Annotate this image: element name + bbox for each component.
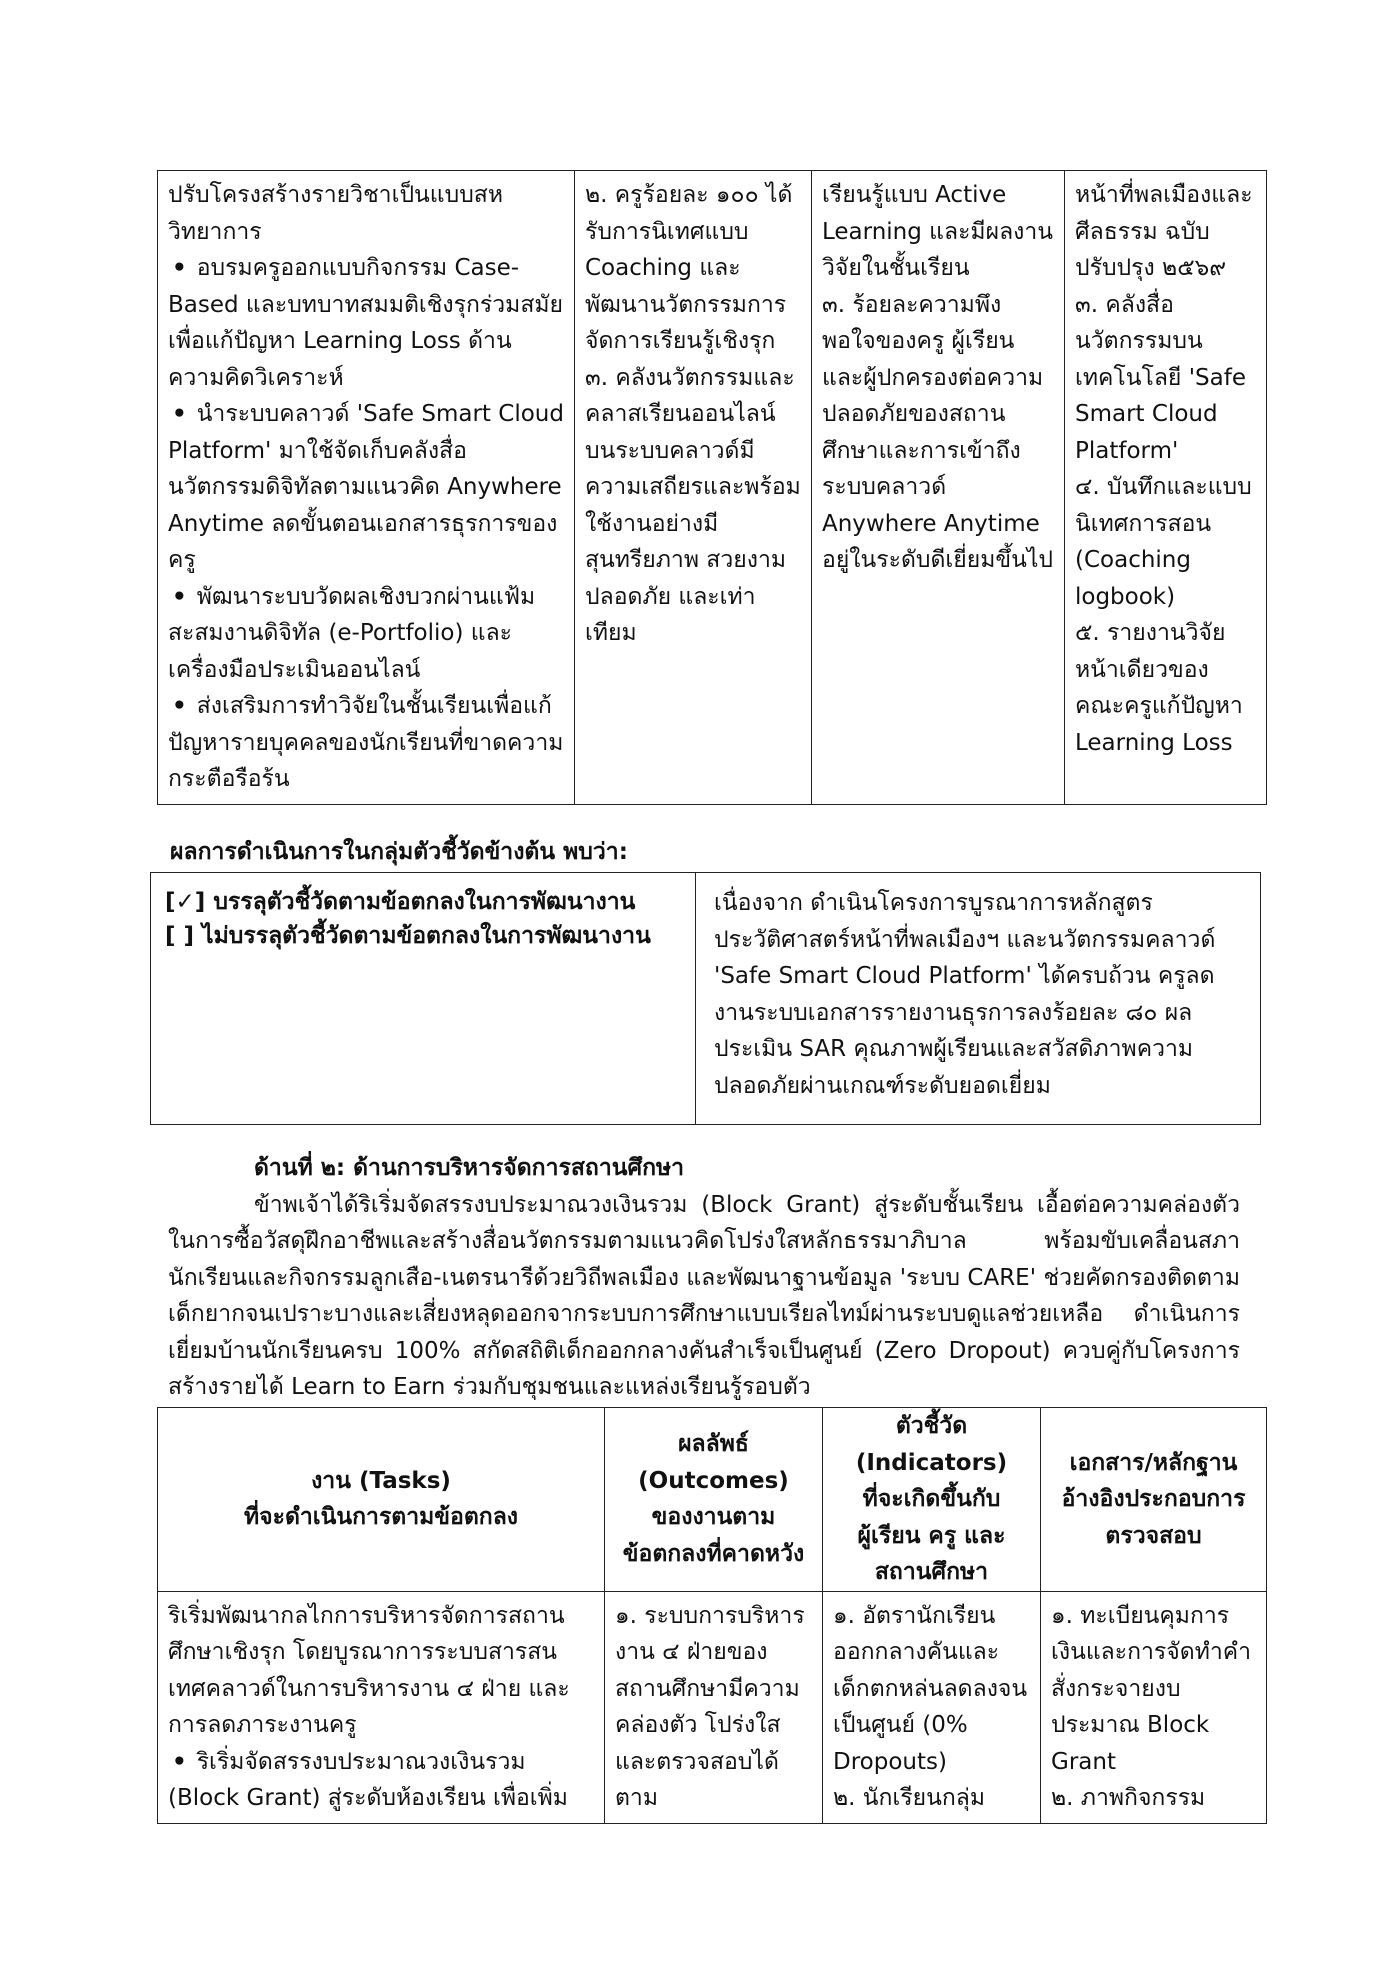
cell-line: ๑. ระบบการบริหารงาน ๔ ฝ่ายของสถานศึกษามีความคล่องตัว โปร่งใส และตรวจสอบได้ตาม	[615, 1602, 805, 1811]
header-indicators	[823, 1408, 1041, 1592]
section-2	[168, 1150, 1240, 1406]
option-not-achieved[interactable]	[165, 919, 681, 953]
evidence-cell	[1065, 171, 1267, 805]
cell-line: ๑. อัตรานักเรียนออกกลางคันและเด็กตกหล่นลดลงจนเป็นศูนย์ (0% Dropouts)	[833, 1602, 1028, 1775]
cell-line: ๒. นักเรียนกลุ่ม	[833, 1785, 986, 1811]
tasks-cell	[158, 1591, 605, 1823]
bullet-item: • อบรมครูออกแบบกิจกรรม Case-Based และบทบาทสมมติเชิงรุกร่วมสมัย เพื่อแก้ปัญหา Learning Loss ด้านความคิดวิเคราะห์	[168, 250, 564, 396]
option-achieved-label: บรรลุตัวชี้วัดตามข้อตกลงในการพัฒนางาน	[213, 889, 636, 915]
cell-line: ๕. รายงานวิจัยหน้าเดียวของคณะครูแก้ปัญหา Learning Loss	[1075, 620, 1243, 756]
section-2-table	[157, 1407, 1267, 1824]
option-not-achieved-label: ไม่บรรลุตัวชี้วัดตามข้อตกลงในการพัฒนางาน	[202, 923, 651, 949]
header-outcomes	[605, 1408, 823, 1592]
header-line: อ้างอิงประกอบการ	[1061, 1486, 1246, 1512]
cell-line: ๔. บันทึกและแบบนิเทศการสอน (Coaching logbook)	[1075, 474, 1252, 610]
cell-line: ๓. ร้อยละความพึงพอใจของครู ผู้เรียน และผู้ปกครองต่อความปลอดภัยของสถานศึกษาและการเข้าถึงระบบคลาวด์ Anywhere Anytime อยู่ในระดับดีเยี่ยมขึ้นไป	[822, 291, 1054, 573]
cell-line: หน้าที่พลเมืองและศีลธรรม ฉบับปรับปรุง ๒๕๖๙	[1075, 182, 1253, 281]
header-line: (Indicators)	[855, 1449, 1008, 1476]
header-line: ตัวชี้วัด	[895, 1413, 968, 1439]
header-line: ที่จะเกิดขึ้นกับ	[862, 1486, 1001, 1512]
header-line: (Outcomes)	[638, 1467, 789, 1494]
cell-line: ๓. คลังสื่อนวัตกรรมบนเทคโนโลยี 'Safe Smart Cloud Platform'	[1075, 291, 1246, 464]
header-tasks	[158, 1408, 605, 1592]
cell-line: ๒. ภาพกิจกรรม	[1051, 1785, 1206, 1811]
summary-heading: ผลการดำเนินการในกลุ่มตัวชี้วัดข้างต้น พบว่า:	[170, 839, 628, 865]
cell-line: ปรับโครงสร้างรายวิชาเป็นแบบสหวิทยาการ	[168, 182, 504, 245]
bullet-item: • ริเริ่มจัดสรรงบประมาณวงเงินรวม (Block Grant) สู่ระดับห้องเรียน เพื่อเพิ่ม	[168, 1744, 594, 1817]
checkbox-checked[interactable]: [✓]	[165, 889, 206, 915]
header-line: งาน (Tasks)	[311, 1467, 451, 1494]
result-options	[151, 873, 696, 1125]
bullet-item: • ส่งเสริมการทำวิจัยในชั้นเรียนเพื่อแก้ปัญหารายบุคคลของนักเรียนที่ขาดความกระตือรือร้น	[168, 688, 564, 798]
header-line: สถานศึกษา	[874, 1559, 989, 1585]
outcomes-cell	[605, 1591, 823, 1823]
header-line: เอกสาร/หลักฐาน	[1069, 1449, 1238, 1476]
header-line: ตรวจสอบ	[1105, 1522, 1202, 1549]
outcomes-cell	[575, 171, 812, 805]
header-evidence	[1041, 1408, 1267, 1592]
cell-line: ๓. คลังนวัตกรรมและคลาสเรียนออนไลน์บนระบบคลาวด์มีความเสถียรและพร้อมใช้งานอย่างมีสุนทรียภาพ สวยงาม ปลอดภัย และเท่าเทียม	[585, 364, 801, 646]
tasks-cell	[158, 171, 575, 805]
checkbox-unchecked[interactable]: [ ]	[165, 923, 195, 949]
section-2-paragraph: ข้าพเจ้าได้ริเริ่มจัดสรรงบประมาณวงเงินรวม (Block Grant) สู่ระดับชั้นเรียน เอื้อต่อความคล่องตัวในการซื้อวัสดุฝึกอาชีพและสร้างสื่อนวัตกรรมตามแนวคิดโปร่งใสหลักธรรมาภิบาล พร้อมขับเคลื่อนสภานักเรียนและกิจกรรมลูกเสือ-เนตรนารีด้วยวิถีพลเมือง และพัฒนาฐานข้อมูล 'ระบบ CARE' ช่วยคัดกรองติดตามเด็กยากจนเปราะบางและเสี่ยงหลุดออกจากระบบการศึกษาแบบเรียลไทม์ผ่านระบบดูแลช่วยเหลือ ดำเนินการเยี่ยมบ้านนักเรียนครบ 100% สกัดสถิติเด็กออกกลางคันสำเร็จเป็นศูนย์ (Zero Dropout) ควบคู่กับโครงการสร้างรายได้ Learn to Earn ร่วมกับชุมชนและแหล่งเรียนรู้รอบตัว	[168, 1191, 1240, 1400]
indicator-table-continued	[157, 170, 1267, 805]
result-reason: เนื่องจาก ดำเนินโครงการบูรณาการหลักสูตรประวัติศาสตร์หน้าที่พลเมืองฯ และนวัตกรรมคลาวด์ 'Safe Smart Cloud Platform' ได้ครบถ้วน ครูลดงานระบบเอกสารรายงานธุรการลงร้อยละ ๘๐ ผลประเมิน SAR คุณภาพผู้เรียนและสวัสดิภาพความปลอดภัยผ่านเกณฑ์ระดับยอดเยี่ยม	[696, 873, 1261, 1125]
header-line: ที่จะดำเนินการตามข้อตกลง	[243, 1504, 519, 1531]
cell-line: ๑. ทะเบียนคุมการเงินและการจัดทำคำสั่งกระจายงบประมาณ Block Grant	[1051, 1602, 1252, 1775]
indicators-cell	[823, 1591, 1041, 1823]
summary-box	[150, 872, 1261, 1125]
cell-line: ริเริ่มพัฒนากลไกการบริหารจัดการสถานศึกษาเชิงรุก โดยบูรณาการระบบสารสนเทศคลาวด์ในการบริหารงาน ๔ ฝ่าย และการลดภาระงานครู	[168, 1602, 570, 1738]
indicators-cell	[812, 171, 1065, 805]
header-line: ของงานตาม	[651, 1504, 776, 1531]
section-2-heading: ด้านที่ ๒: ด้านการบริหารจัดการสถานศึกษา	[254, 1155, 685, 1181]
header-line: ผู้เรียน ครู และ	[857, 1522, 1006, 1549]
evidence-cell	[1041, 1591, 1267, 1823]
cell-line: ๒. ครูร้อยละ ๑๐๐ ได้รับการนิเทศแบบ Coaching และพัฒนานวัตกรรมการจัดการเรียนรู้เชิงรุก	[585, 182, 793, 354]
header-line: ข้อตกลงที่คาดหวัง	[622, 1540, 805, 1567]
header-line: ผลลัพธ์	[678, 1431, 749, 1458]
cell-line: เรียนรู้แบบ Active Learning และมีผลงานวิจัยในชั้นเรียน	[822, 182, 1054, 281]
option-achieved[interactable]	[165, 885, 681, 919]
bullet-item: • นำระบบคลาวด์ 'Safe Smart Cloud Platform' มาใช้จัดเก็บคลังสื่อนวัตกรรมดิจิทัลตามแนวคิด Anywhere Anytime ลดขั้นตอนเอกสารธุรการของครู	[168, 396, 564, 579]
bullet-item: • พัฒนาระบบวัดผลเชิงบวกผ่านแฟ้มสะสมงานดิจิทัล (e-Portfolio) และเครื่องมือประเมินออนไลน์	[168, 579, 564, 689]
